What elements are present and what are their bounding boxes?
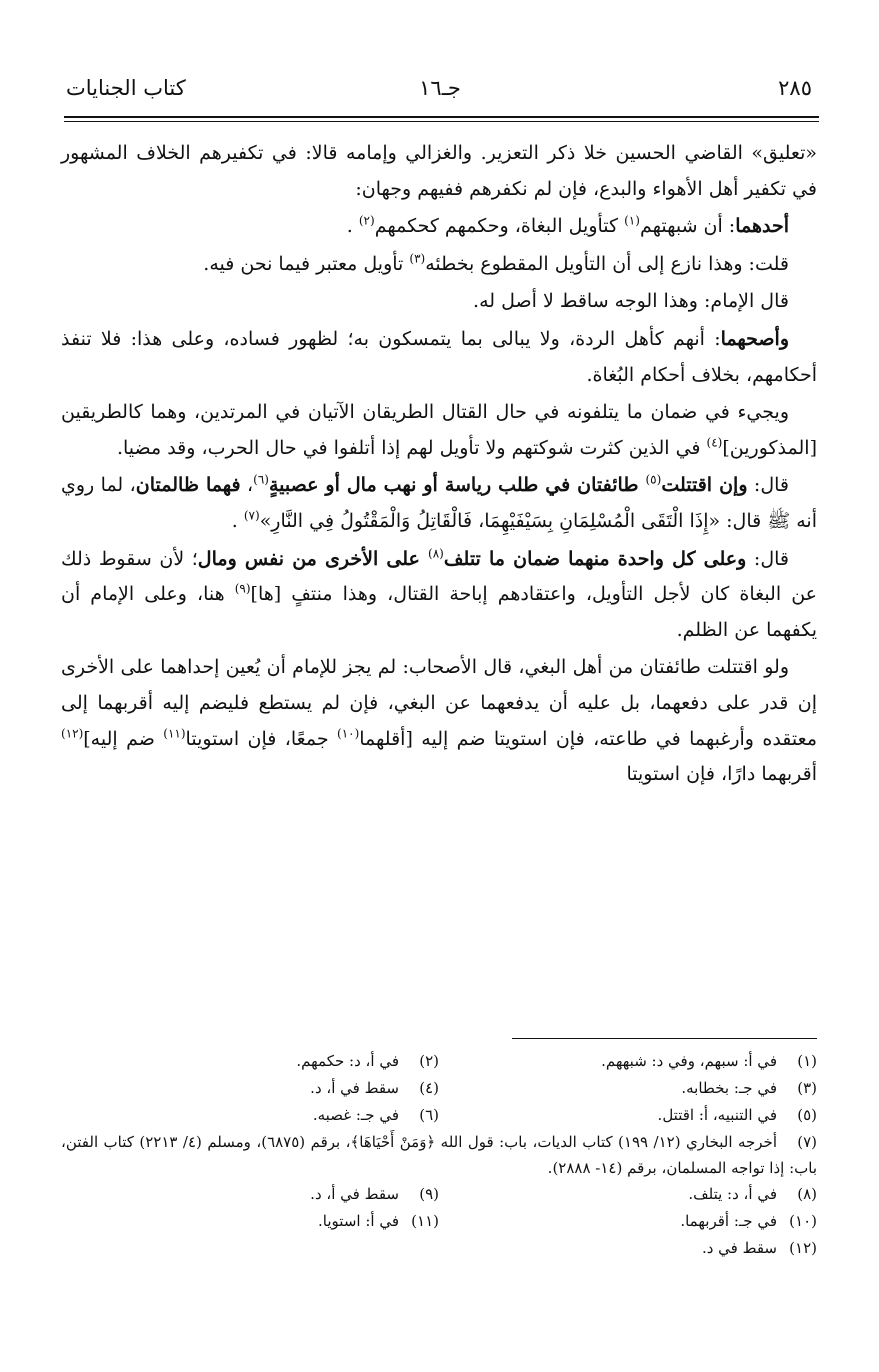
matn-text: فهما ظالمتان	[135, 474, 241, 497]
footnote-ref-3: (٣)	[409, 251, 426, 266]
footnote-text: في أ: سبهم، وفي د: شبههم.	[601, 1052, 777, 1070]
text: جمعًا، فإن استويتا	[185, 727, 337, 750]
footnote-text: في جـ: بخطابه.	[681, 1079, 777, 1097]
footnote-ref-4: (٤)	[706, 435, 723, 450]
text: ؛ لأن سقوط ذلك عن البغاة كان لأجل التأويل، واعتقادهم إباحة القتال، وهذا منتفٍ [ها]	[61, 547, 817, 606]
matn-text: طائفتان في طلب رياسة أو نهب مال أو عصبيةٍ	[268, 474, 646, 497]
footnote-number: (٢)	[419, 1052, 439, 1070]
footnote-text: أخرجه البخاري (١٢/ ١٩٩) كتاب الديات، باب: قول الله ﴿وَمَنْ أَحْيَاهَا﴾، برقم (٦٨٧٥)، ومسلم (٤/ ٢٢١٣) كتاب الفتن، باب: إذا تواجه المسلمان، برقم (١٤- ٢٨٨٨).	[61, 1133, 817, 1177]
footnote-text: سقط في د.	[701, 1239, 777, 1257]
main-text	[61, 136, 817, 795]
footnote-number: (٥)	[797, 1106, 817, 1124]
text: قلت: وهذا نازع إلى أن التأويل المقطوع بخطئه	[425, 252, 789, 275]
footnote-1	[439, 1048, 817, 1075]
running-header	[60, 72, 820, 112]
footnote-7	[61, 1129, 817, 1181]
text: أقربهما دارًا، فإن استويتا	[626, 763, 817, 786]
footnote-ref-1: (١)	[624, 213, 640, 228]
footnote-text: سقط في أ، د.	[310, 1185, 399, 1203]
footnote-number: (١)	[797, 1052, 817, 1070]
hadith-text: ، لما روي أنه ﷺ قال: «إِذَا الْتَقَى الْمُسْلِمَانِ بِسَيْفَيْهِمَا، فَالْقَاتِلُ وَالْمَقْتُولُ فِي النَّارِ»	[61, 474, 817, 532]
footnote-row	[61, 1075, 817, 1102]
matn-text: وإن اقتتلت	[661, 474, 748, 497]
text: ضم إليه]	[83, 727, 164, 750]
paragraph-4: قال الإمام: وهذا الوجه ساقط لا أصل له.	[473, 290, 789, 313]
text: قال:	[747, 474, 790, 497]
footnote-text: في التنبيه، أ: اقتتل.	[657, 1106, 777, 1124]
paragraph-6	[61, 395, 817, 466]
paragraph-1: «تعليق» القاضي الحسين خلا ذكر التعزير. والغزالي وإمامه قالا: في تكفيرهم الخلاف المشهور في تكفير أهل الأهواء والبدع، فإن لم نكفرهم ففيهم وجهان:	[61, 142, 817, 200]
footnote-number: (٨)	[797, 1185, 817, 1203]
text: قال:	[746, 547, 789, 570]
matn-text: على الأخرى من نفس ومال	[197, 547, 429, 570]
footnote-number: (٩)	[419, 1185, 439, 1203]
footnote-10	[439, 1208, 817, 1235]
paragraph-5	[61, 322, 817, 393]
text: كتأويل البغاة، وحكمهم كحكمهم	[374, 215, 625, 238]
page-number: ٢٨٥	[778, 76, 812, 100]
footnote-row	[61, 1235, 817, 1262]
header-rule	[64, 116, 819, 118]
footnote-8	[439, 1181, 817, 1208]
paragraph-2	[61, 209, 817, 245]
footnote-ref-7: (٧)	[243, 508, 260, 523]
footnote-text: في جـ: أقربهما.	[680, 1212, 777, 1230]
text: : أنهم كأهل الردة، ولا يبالى بما يتمسكون به؛ لظهور فساده، وعلى هذا: فلا تنفذ أحكامهم، بخلاف أحكام البُغاة.	[61, 327, 817, 386]
footnote-number: (٧)	[797, 1133, 817, 1151]
footnote-11	[61, 1208, 439, 1235]
footnote-ref-5: (٥)	[645, 473, 662, 488]
text: تأويل معتبر فيما نحن فيه.	[203, 252, 410, 275]
footnote-ref-12: (١٢)	[61, 726, 84, 741]
footnote-ref-6: (٦)	[253, 473, 269, 488]
footnote-text: سقط في أ، د.	[310, 1079, 399, 1097]
footnote-number: (١٢)	[789, 1239, 817, 1257]
text: هنا، وعلى الإمام أن يكفهما عن الظلم.	[61, 583, 817, 641]
footnote-ref-8: (٨)	[428, 546, 444, 561]
chapter-title: كتاب الجنايات	[66, 76, 186, 100]
footnote-text: في جـ: غصبه.	[312, 1106, 399, 1124]
footnote-separator	[512, 1038, 817, 1039]
footnote-number: (٣)	[797, 1079, 817, 1097]
footnote-2	[61, 1048, 439, 1075]
footnote-number: (٤)	[419, 1079, 439, 1097]
footnote-number: (٦)	[419, 1106, 439, 1124]
footnote-ref-9: (٩)	[234, 581, 251, 596]
paragraph-7	[61, 468, 817, 539]
footnote-number: (١١)	[411, 1212, 439, 1230]
footnote-12	[437, 1235, 817, 1262]
footnote-ref-11: (١١)	[163, 726, 186, 741]
footnote-text: في أ: استويا.	[318, 1212, 399, 1230]
footnote-9	[61, 1181, 439, 1208]
header-rule-thin	[64, 121, 819, 122]
text: ولو اقتتلت طائفتان من أهل البغي، قال الأصحاب: لم يجز للإمام أن يُعين إحداهما على الأخرى إن قدر على دفعهما، بل عليه أن يدفعهما عن البغي، فإن لم يستطع فليضم إليه أقربهما إلى معتقده وأرغبهما في طاعته، فإن استويتا ضم إليه [أقلهما	[61, 656, 817, 750]
footnote-5	[439, 1102, 817, 1129]
footnote-4	[61, 1075, 439, 1102]
volume-label: جـ١٦	[419, 76, 461, 100]
term-ahaduhuma: أحدهما	[735, 215, 789, 238]
footnote-row	[61, 1048, 817, 1075]
footnote-ref-2: (٢)	[358, 213, 375, 228]
paragraph-9	[61, 650, 817, 792]
footnote-number: (١٠)	[789, 1212, 817, 1230]
footnotes	[61, 1048, 817, 1262]
footnote-text: في أ، د: يتلف.	[688, 1185, 777, 1203]
term-ashahhuhuma: وأصحهما	[720, 327, 789, 350]
text: في الذين كثرت شوكتهم ولا تأويل لهم إذا أتلفوا في حال الحرب، وقد مضيا.	[116, 436, 707, 459]
text: ،	[240, 474, 254, 497]
paragraph-8	[61, 542, 817, 649]
footnote-text: في أ، د: حكمهم.	[296, 1052, 399, 1070]
text: .	[231, 509, 244, 532]
text: .	[346, 215, 359, 238]
footnote-6	[61, 1102, 439, 1129]
paragraph-3	[61, 247, 817, 283]
text: ويجيء في ضمان ما يتلفونه في حال القتال الطريقان الآتيان في المرتدين، وهما كالطريقين [المذكورين]	[61, 401, 817, 459]
text: : أن شبهتهم	[639, 215, 736, 238]
footnote-row	[61, 1181, 817, 1208]
footnote-row	[61, 1208, 817, 1235]
footnote-row	[61, 1102, 817, 1129]
matn-text: وعلى كل واحدة منهما ضمان ما تتلف	[443, 547, 747, 570]
footnote-ref-10: (١٠)	[337, 726, 360, 741]
footnote-3	[439, 1075, 817, 1102]
